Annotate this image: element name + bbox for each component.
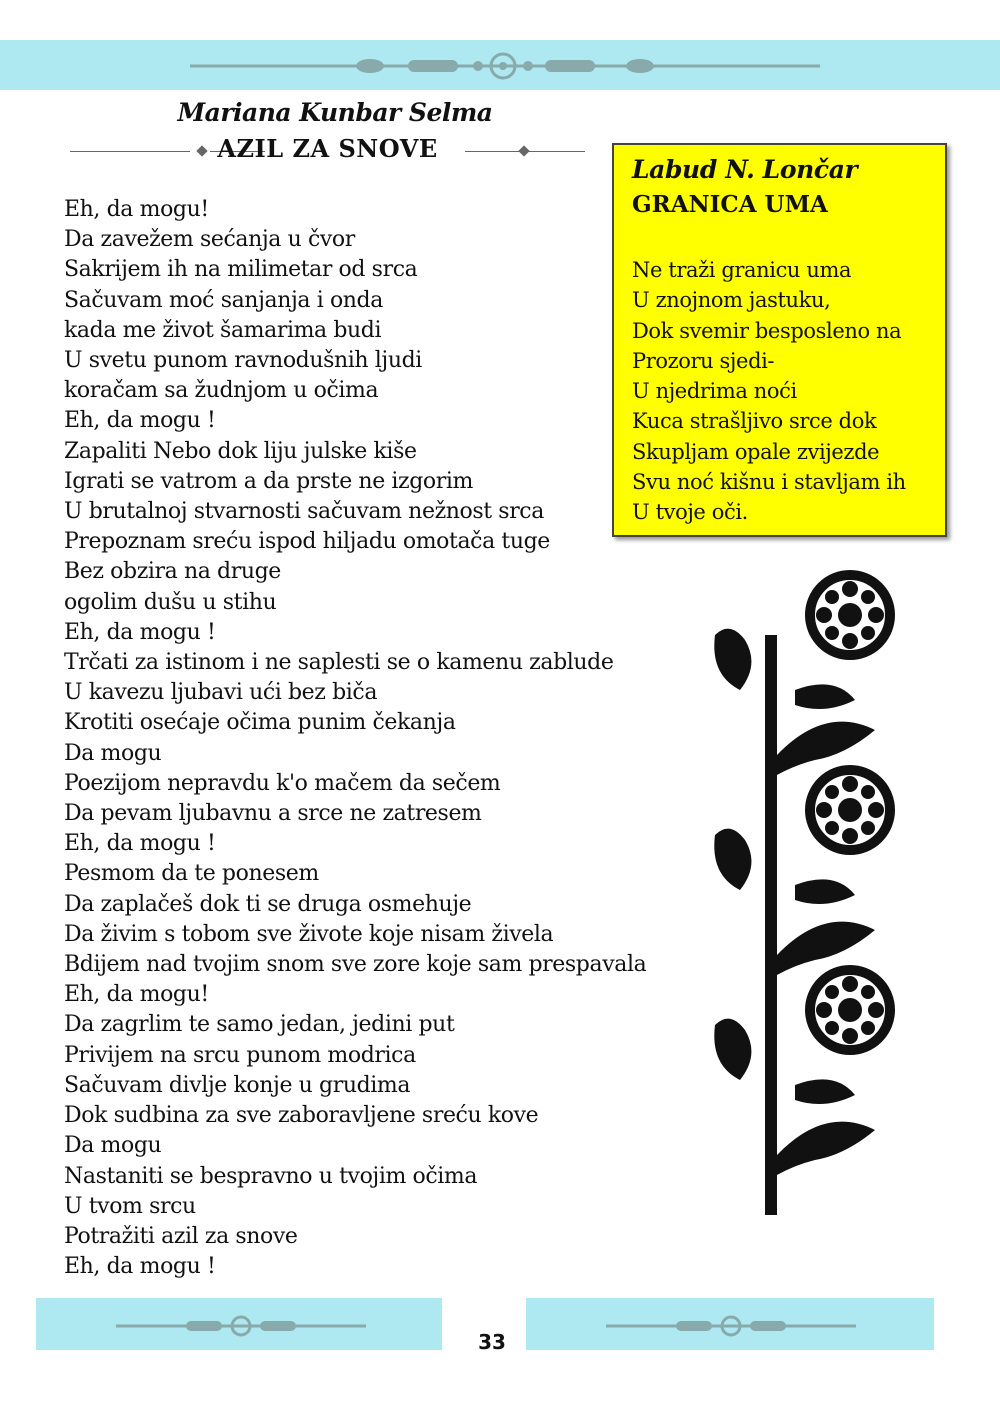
- poem-line: Kuca strašljivo srce dok: [632, 409, 877, 434]
- poem-title-left: AZIL ZA SNOVE: [217, 134, 438, 163]
- poem-line: Zapaliti Nebo dok liju julske kiše: [64, 438, 417, 464]
- poem-line: Da mogu: [64, 1133, 162, 1159]
- poem-line: U njedrima noći: [632, 379, 797, 404]
- poem-line: Potražiti azil za snove: [64, 1223, 298, 1249]
- poem-line: kada me život šamarima budi: [64, 317, 382, 343]
- footer-flourish-icon: [526, 1298, 934, 1350]
- poem-line: Ne traži granicu uma: [632, 258, 852, 282]
- poem-line: Trčati za istinom i ne saplesti se o kamenu zablude: [64, 650, 614, 676]
- poem-line: Dok sudbina za sve zaboravljene sreću kove: [64, 1103, 539, 1129]
- poem-body-right: [632, 255, 906, 528]
- poem-line: Eh, da mogu !: [64, 619, 216, 645]
- footer-flourish-icon: [36, 1298, 442, 1350]
- poem-line: U tvom srcu: [64, 1193, 196, 1219]
- poem-line: Sačuvam divlje konje u grudima: [64, 1072, 411, 1098]
- poem-line: Krotiti osećaje očima punim čekanja: [64, 710, 456, 736]
- page-number: 33: [478, 1330, 506, 1354]
- header-band: [0, 40, 1000, 90]
- footer-band-left: [36, 1298, 442, 1350]
- poem-line: ogolim dušu u stihu: [64, 589, 277, 615]
- poem-line: Da zavežem sećanja u čvor: [64, 227, 355, 253]
- poem-line: U brutalnoj stvarnosti sačuvam nežnost srca: [64, 499, 544, 525]
- header-flourish-icon: [0, 40, 1000, 90]
- footer-band-right: [526, 1298, 934, 1350]
- poem-line: Da zaplačeš dok ti se druga osmehuje: [64, 891, 472, 917]
- poem-line: Da pevam ljubavnu a srce ne zatresem: [64, 801, 482, 827]
- poem-line: Dok svemir besposleno na: [632, 318, 902, 343]
- poem-line: Eh, da mogu!: [64, 197, 209, 222]
- poem-line: Privijem na srcu punom modrica: [64, 1042, 416, 1068]
- poem-author-right: Labud N. Lončar: [632, 155, 858, 184]
- poem-line: U znojnom jastuku,: [632, 288, 831, 313]
- poem-line: Pesmom da te ponesem: [64, 861, 319, 887]
- poem-line: Eh, da mogu !: [64, 1254, 216, 1280]
- poem-line: Prozoru sjedi-: [632, 348, 775, 373]
- poem-line: Da zagrlim te samo jedan, jedini put: [64, 1012, 455, 1038]
- poem-line: Bez obzira na druge: [64, 559, 281, 585]
- poem-line: Nastaniti se bespravno u tvojim očima: [64, 1163, 478, 1189]
- poem-line: Svu noć kišnu i stavljam ih: [632, 470, 906, 495]
- poem-line: U kavezu ljubavi ući bez biča: [64, 680, 378, 706]
- poem-title-right: GRANICA UMA: [632, 191, 828, 218]
- poem-line: Eh, da mogu !: [64, 408, 216, 434]
- poem-line: U svetu punom ravnodušnih ljudi: [64, 348, 422, 374]
- poem-line: Bdijem nad tvojim snom sve zore koje sam prespavala: [64, 952, 647, 978]
- floral-ornament-icon: [705, 555, 920, 1220]
- poem-title-left-block: [70, 134, 585, 168]
- poem-line: Eh, da mogu!: [64, 982, 209, 1008]
- poem-line: Igrati se vatrom a da prste ne izgorim: [64, 468, 473, 494]
- poem-line: Prepoznam sreću ispod hiljadu omotača tuge: [64, 529, 550, 555]
- poem-line: Poezijom nepravdu k'o mačem da sečem: [64, 770, 501, 796]
- poem-line: koračam sa žudnjom u očima: [64, 378, 379, 404]
- poem-line: Sakrijem ih na milimetar od srca: [64, 257, 418, 283]
- poem-line: U tvoje oči.: [632, 500, 748, 525]
- poem-line: Sačuvam moć sanjanja i onda: [64, 287, 383, 313]
- poem-line: Eh, da mogu !: [64, 831, 216, 857]
- poem-box-right: [612, 143, 947, 537]
- poem-line: Da mogu: [64, 740, 162, 766]
- poem-author-left: Mariana Kunbar Selma: [177, 98, 493, 127]
- poem-line: Da živim s tobom sve živote koje nisam živela: [64, 921, 554, 947]
- poem-line: Skupljam opale zvijezde: [632, 439, 880, 464]
- poem-body-left: [64, 195, 646, 1282]
